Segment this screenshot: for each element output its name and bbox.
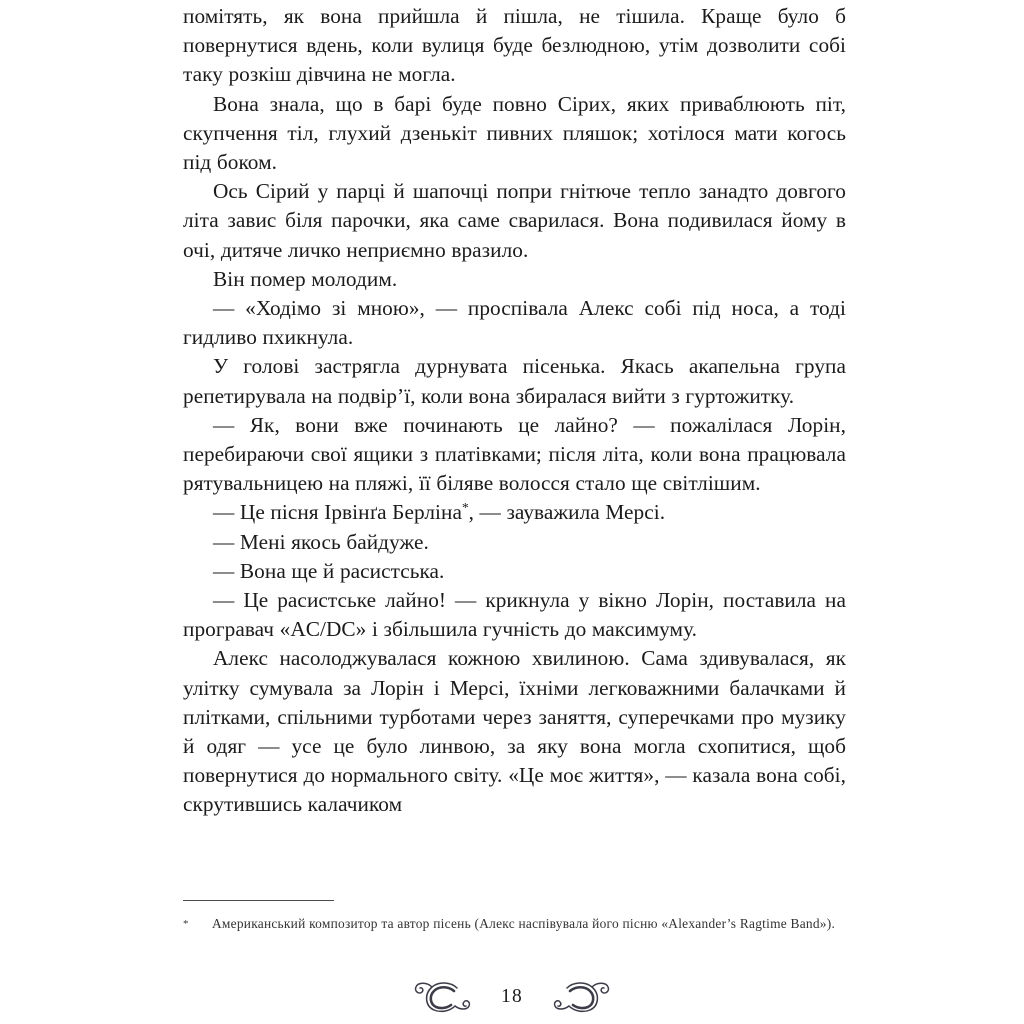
dialogue-text-before-footnote-marker: — Це пісня Ірвінґа Берліна	[213, 500, 462, 525]
footnote-text: Американський композитор та автор пісень (Алекс наспівувала його пісню «Alexander’s Ragtime Band»).	[212, 916, 836, 931]
dialogue-paragraph: — Вона ще й расистська.	[213, 558, 445, 583]
body-text-block	[183, 2, 846, 820]
page-footer	[0, 977, 1024, 1017]
dialogue-paragraph: — «Ходімо зі мною», — проспівала Алекс собі під носа, а тоді гидливо пхикнула.	[183, 296, 846, 350]
footnote-reference-marker[interactable]: *	[461, 500, 469, 516]
paragraph: Вона знала, що в барі буде повно Сірих, яких приваблюють піт, скупчення тіл, глухий дзенькіт пивних пляшок; хотілося мати когось під боком.	[183, 91, 846, 175]
paragraph: Він помер молодим.	[213, 266, 398, 291]
paragraph: Ось Сірий у парці й шапочці попри гнітюче тепло занадто довгого літа завис біля парочки, яка саме сварилася. Вона подивилася йому в очі, дитяче личко неприємно вразило.	[183, 179, 846, 262]
paragraph-continued: помітять, як вона прийшла й пішла, не тішила. Краще було б повернутися вдень, коли вулиця буде безлюдною, утім дозволити собі таку розкіш дівчина не могла.	[183, 4, 846, 87]
dialogue-text-after-footnote-marker: , — зауважила Мерсі.	[468, 500, 666, 525]
footnote-separator-rule	[183, 900, 334, 901]
paragraph: У голові застрягла дурнувата пісенька. Якась акапельна група репетирувала на подвір’ї, коли вона збиралася вийти з гуртожитку.	[183, 354, 846, 408]
page-number: 18	[501, 986, 523, 1007]
dialogue-paragraph: — Як, вони вже починають це лайно? — пожалілася Лорін, перебираючи свої ящики з платівками; після літа, коли вона працювала рятувальницею на пляжі, її біляве волосся стало ще світлішим.	[183, 412, 846, 496]
dialogue-paragraph-with-footnote-ref	[183, 498, 846, 527]
paragraph: Алекс насолоджувалася кожною хвилиною. Сама здивувалася, як улітку сумувала за Лорін і Мерсі, їхніми легковажними балачками й плітками, спільними турботами через заняття, суперечками про музику й одяг — усе це було линвою, за яку вона могла схопитися, щоб повернутися до нормального світу. «Це моє життя», — казала вона собі, скрутившись калачиком	[183, 646, 846, 817]
footnote-marker: *	[183, 918, 189, 930]
footnote-section	[183, 900, 846, 934]
footnote-body	[183, 914, 846, 934]
dialogue-paragraph: — Мені якось байдуже.	[213, 529, 429, 554]
flourish-ornament-right-icon	[540, 977, 614, 1017]
dialogue-paragraph: — Це расистське лайно! — крикнула у вікно Лорін, поставила на програвач «AC/DC» і збільшила гучність до максимуму.	[183, 588, 846, 642]
flourish-ornament-left-icon	[410, 977, 484, 1017]
